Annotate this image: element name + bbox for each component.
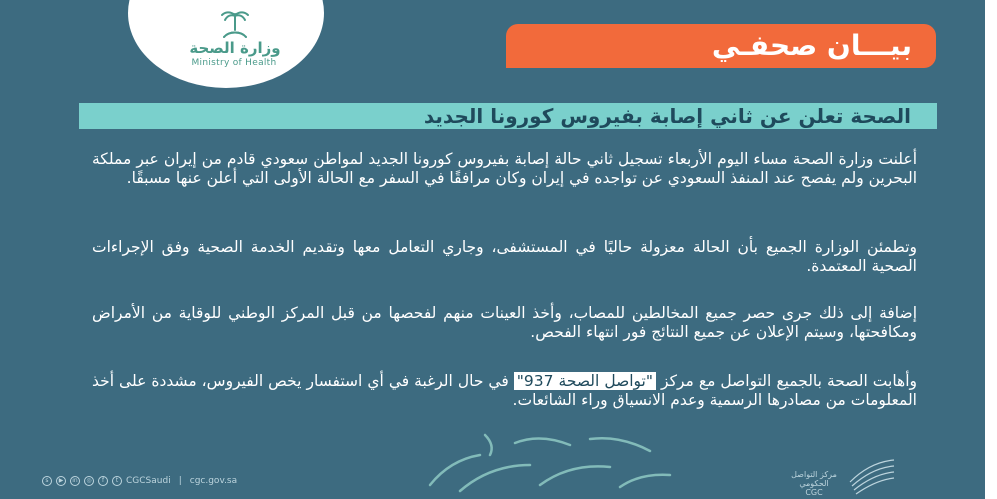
footer-separator: | (178, 476, 182, 486)
decorative-lines-icon (420, 425, 680, 495)
cgc-arabic-name: مركز التواصل الحكومي (791, 470, 837, 488)
footer-handle[interactable]: CGCSaudi (126, 476, 171, 486)
palm-swords-icon (218, 6, 252, 40)
paragraph-4-start: وأهابت الصحة بالجميع التواصل مع مركز (656, 372, 918, 390)
headline: الصحة تعلن عن ثاني إصابة بفيروس كورونا الجديد (423, 104, 911, 128)
logo-english-name: Ministry of Health (191, 58, 277, 68)
youtube-icon[interactable]: ▶ (56, 476, 66, 486)
press-release-badge: بيـــان صحفـي (506, 24, 936, 68)
linkedin-icon[interactable]: in (70, 476, 80, 486)
twitter-icon[interactable]: t (112, 476, 122, 486)
facebook-icon[interactable]: f (98, 476, 108, 486)
instagram-icon[interactable]: ◎ (84, 476, 94, 486)
cgc-abbr: CGC (805, 488, 823, 497)
paragraph-2: وتطمئن الوزارة الجميع بأن الحالة معزولة حاليًا في المستشفى، وجاري التعامل معها وتقديم الخدمة الصحية وفق الإجراءات الصحية المعتمدة. (92, 238, 917, 275)
paragraph-4-end: في حال الرغبة في أي استفسار يخص الفيروس، مشددة على أخذ المعلومات من مصادرها الرسمية وعدم الانسياق وراء الشائعات. (92, 372, 917, 409)
paragraph-4 (92, 372, 917, 410)
footer (42, 474, 237, 488)
snapchat-icon[interactable]: s (42, 476, 52, 486)
paragraph-3: إضافة إلى ذلك جرى حصر جميع المخالطين للمصاب، وأخذ العينات منهم لفحصها من قبل المركز الوطني للوقاية من الأمراض ومكافحتها، وسيتم الإعلان عن جميع النتائج فور انتهاء الفحص. (92, 304, 917, 341)
logo-arabic-name: وزارة الصحة (189, 39, 281, 57)
paragraph-1: أعلنت وزارة الصحة مساء اليوم الأربعاء تسجيل ثاني حالة إصابة بفيروس كورونا الجديد لمواطن سعودي قادم من إيران عبر مملكة البحرين ولم يفصح عند المنفذ السعودي عن تواجده في إيران وكان مرافقًا في السفر مع الحالة الأولى التي أعلن عنها مسبقًا. (92, 150, 917, 187)
footer-website[interactable]: cgc.gov.sa (189, 476, 238, 486)
cgc-name (790, 470, 838, 497)
hotline-highlight: "تواصل الصحة 937" (514, 372, 656, 390)
